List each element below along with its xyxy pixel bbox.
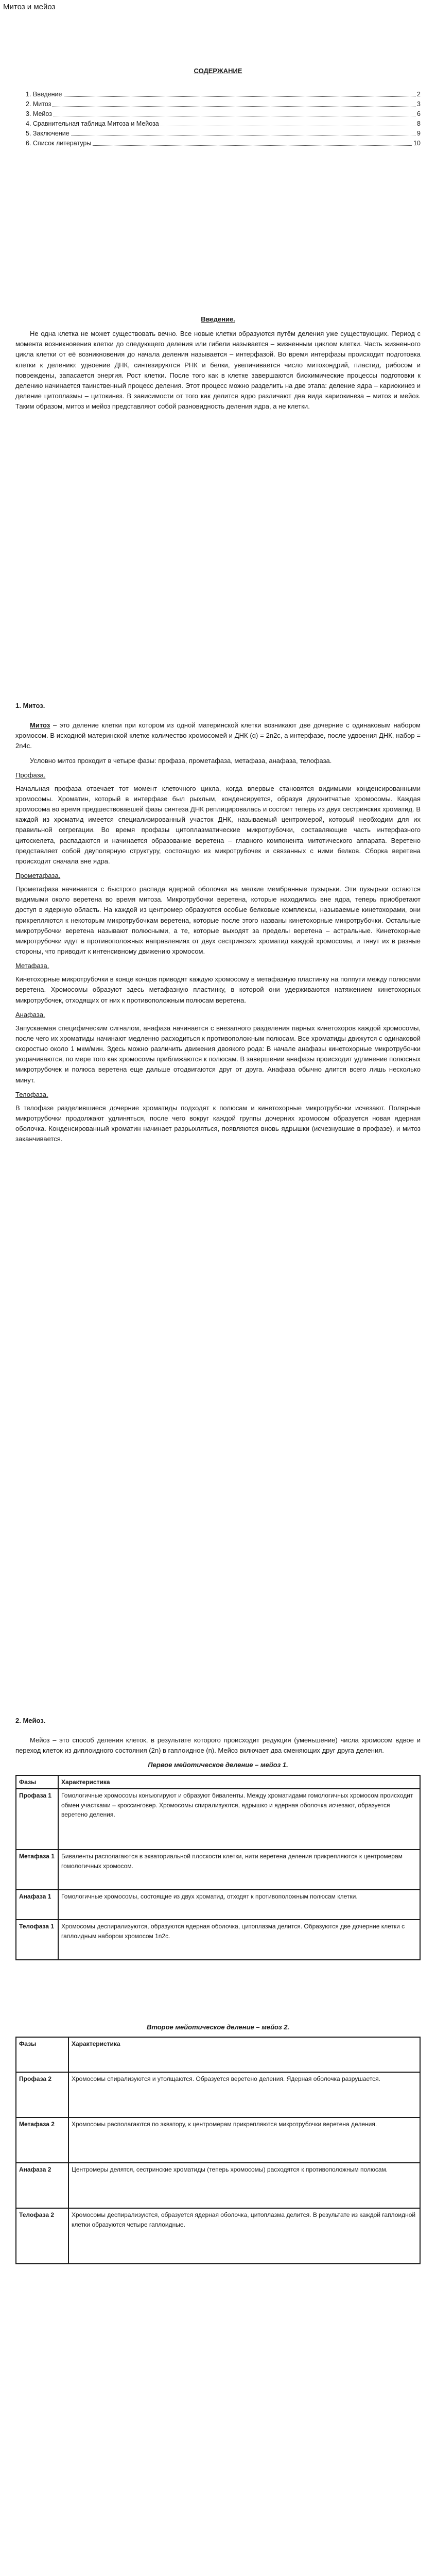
description-cell: Хромосомы деспирализуются, образуются ядерная оболочка, цитоплазма делится. Образуются две дочерние клетки с гаплоидным набором хромосом 1n2c. [58,1920,420,1960]
toc-item-label: 6. Список литературы [26,140,92,147]
meiosis2-table [15,2037,421,2264]
phase-cell: Телофаза 1 [16,1920,58,1960]
description-cell: Гомологичные хромосомы, состоящие из двух хроматид, отходят к противоположным полюсам клетки. [58,1890,420,1920]
toc-item[interactable] [26,139,421,148]
table-of-contents [15,66,421,148]
table-header-row [16,1775,420,1789]
toc-item-page: 9 [417,130,421,138]
phase-cell: Метафаза 1 [16,1850,58,1890]
mitosis-phases-intro: Условно митоз проходит в четыре фазы: профаза, прометафаза, метафаза, анафаза, телофаза. [30,756,332,765]
meiosis1-table [15,1775,421,1961]
description-cell: Центромеры делятся, сестринские хроматиды (теперь хромосомы) расходятся к противоположным полюсам. [68,2163,420,2208]
mitosis-heading: 1. Митоз. [15,702,45,709]
anaphase-heading: Анафаза. [15,1010,45,1019]
table-row [16,1789,420,1850]
toc-item-page: 8 [417,120,421,128]
phase-cell: Профаза 2 [16,2072,68,2117]
phase-cell: Метафаза 2 [16,2117,68,2163]
description-cell: Хромосомы спирализуются и утолщаются. Образуется веретено деления. Ядерная оболочка разрушается. [68,2072,420,2117]
table-row [16,2208,420,2264]
intro-heading: Введение. [201,315,235,323]
document-title: Митоз и мейоз [3,3,56,11]
toc-item-label: 5. Заключение [26,130,69,138]
toc-item-label: 3. Мейоз [26,110,52,118]
mitosis-definition [15,720,421,751]
description-cell: Хромосомы деспирализуются, образуется ядерная оболочка, цитоплазма делится. В результате из каждой гаплоидной клетки образуются четыре гаплоидные. [68,2208,420,2264]
meiosis2-table-caption: Второе мейотическое деление – мейоз 2. [146,2023,290,2031]
toc-item-label: 2. Митоз [26,100,51,108]
intro-paragraph: Не одна клетка не может существовать вечно. Все новые клетки образуются путём деления уже существующих. Период с момента возникновения клетки до следующего деления или гибели называется – жизненным циклом клетки. Часть жизненного цикла клетки от её возникновения до начала деления называется – интерфазой. Во время интерфазы происходит подготовка клетки к делению: удвоение ДНК, синтезируются РНК и белки, увеличивается число митохондрий, пластид, рибосом и повреждены, запасается энергия. Рост клетки. После того как в клетке завершаются биохимические процессы подготовки к делению начинается таинственный процесс деления. Этот процесс можно разделить на две этапа: деление ядра – кариокинез и деление цитоплазмы – цитокинез. В зависимости от того как делится ядро различают два вида кариокинеза – митоз и мейоз. Таким образом, митоз и мейоз представляют собой разновидность деления ядра, а не клетки. [15,330,421,411]
prophase-heading: Профаза. [15,771,46,779]
toc-item-label: 1. Введение [26,91,62,98]
table-row [16,2072,420,2117]
table-row [16,1850,420,1890]
anaphase-text: Запускаемая специфическим сигналом, анафаза начинается с внезапного разделения парных кинетохоров каждой хромосомы, после чего их хроматиды начинают медленно расходиться к противоположным полюсам. Все хроматиды движутся с одинаковой скоростью около 1 мкм/мин. Здесь можно различить движения двоякого рода: В начале анафазы кинетохорные микротрубочки укорачиваются, по мере того как хромосомы приближаются к полюсам. В завершении анафазы происходит удлинение полюсных микротрубочек и полюса веретена еще дальше отодвигаются друг от друга. Анафаза обычно длится всего лишь несколько минут. [15,1024,421,1084]
meiosis1-table-caption: Первое мейотическое деление – мейоз 1. [148,1761,288,1769]
table-header-row [16,2037,420,2072]
toc-item[interactable] [26,129,421,139]
metaphase-heading: Метафаза. [15,962,49,970]
telophase-text: В телофазе разделившиеся дочерние хроматиды подходят к полюсам и кинетохорные микротрубочки исчезают. Полярные микротрубочки продолжают удлиняться, после чего вокруг каждой группы дочерних хромосом образуется новая ядерная оболочка. Конденсированный хроматин начинает разрыхляться, появляются вновь ядрышки (исчезнувшие в профазе), и митоз заканчивается. [15,1104,421,1143]
telophase-heading: Телофаза. [15,1090,48,1098]
mitosis-section [15,701,421,1148]
metaphase-text: Кинетохорные микротрубочки в конце концов приводят каждую хромосому в метафазную пластинку на полпути между полюсами веретена. Хромосомы образуют здесь метафазную пластинку, в которой они удерживаются натяжением кинетохорных микротрубочек, отходящих от них к противоположным полюсам веретена. [15,975,421,1004]
toc-item[interactable] [26,109,421,119]
prometaphase-heading: Прометафаза. [15,871,61,879]
intro-section [15,314,421,416]
table-header-cell: Фазы [16,1775,58,1789]
table-header-cell: Характеристика [58,1775,420,1789]
toc-item[interactable] [26,99,421,109]
prophase-text: Начальная профаза отвечает тот момент клеточного цикла, когда впервые становятся видимыми конденсированными хромосомы. Хроматин, который в интерфазе был рыхлым, конденсируется, образуя двухнитчатые хромосомы. Каждая хромосома во время предшествовавшей фазы синтеза ДНК реплицировалась и состоит теперь из двух сестринских хроматид. В каждой из хроматид имеется специализированный участок ДНК, называемый центромерой, который необходим для их правильной сегрегации. Во время профазы цитоплазматические микротрубочки, составляющие часть интерфазного цитоскелета, распадаются и начинается образование веретена – главного компонента митотического аппарата. Веретено представляет собой двуполярную структуру, состоящую из микротрубочек и связанных с ними белков. Сборка веретена происходит сначала вне ядра. [15,784,421,865]
phase-cell: Профаза 1 [16,1789,58,1850]
prometaphase-text: Прометафаза начинается с быстрого распада ядерной оболочки на мелкие мембранные пузырьки. Эти пузырьки остаются видимыми около веретена во время митоза. Микротрубочки веретена, которые находились вне ядра, теперь приобретают доступ в ядерную область. На каждой из центромер образуются особые белковые комплексы, называемые кинетохорами, они прикрепляются к некоторым микротрубочкам веретена, которые после этого названы кинетохорные микротрубочки. Остальные микротрубочки веретена называют полюсными, а те, которые выходят за пределы веретена – астральные. Кинетохорные микротрубочки идут в противоположных направлениях от двух сестринских хроматид каждой хромосомы, и тянут их в разные стороны, что приводит к интенсивному движению хромосом. [15,885,421,955]
meiosis-section [15,1716,421,2264]
toc-item-page: 10 [413,140,421,147]
toc-list [15,90,421,148]
toc-item-page: 3 [417,100,421,108]
table-row [16,1890,420,1920]
table-header-cell: Фазы [16,2037,68,2072]
phase-cell: Телофаза 2 [16,2208,68,2264]
mitosis-term: Митоз [30,721,50,730]
toc-item[interactable] [26,90,421,99]
toc-item[interactable] [26,119,421,129]
meiosis-heading: 2. Мейоз. [15,1717,46,1724]
phase-cell: Анафаза 1 [16,1890,58,1920]
toc-item-page: 2 [417,91,421,98]
description-cell: Хромосомы располагаются по экватору, к центромерам прикрепляются микротрубочки веретена деления. [68,2117,420,2163]
meiosis-definition: Мейоз – это способ деления клеток, в результате которого происходит редукция (уменьшение) числа хромосом вдвое и переход клеток из диплоидного состояния (2n) в гаплоидное (n). Мейоз включает два сменяющих друг друга деления. [15,1736,421,1755]
table-row [16,2117,420,2163]
toc-item-page: 6 [417,110,421,118]
toc-heading: СОДЕРЖАНИЕ [194,67,242,75]
description-cell: Биваленты располагаются в экваториальной плоскости клетки, нити веретена деления прикрепляются к центромерам гомологичных хромосом. [58,1850,420,1890]
table-row [16,1920,420,1960]
table-row [16,2163,420,2208]
phase-cell: Анафаза 2 [16,2163,68,2208]
table-header-cell: Характеристика [68,2037,420,2072]
description-cell: Гомологичные хромосомы конъюгируют и образуют биваленты. Между хроматидами гомологичных хромосом происходит обмен участками – кроссинговер. Хромосомы спирализуются, ядрышко и ядерная оболочка исчезают, образуется веретено деления. [58,1789,420,1850]
mitosis-definition-text: – это деление клетки при котором из одной материнской клетки возникают две дочерние с одинаковым набором хромосом. В исходной материнской клетке количество хромосомей и ДНК (ɑ) = 2n2c, а интерфазе, после удвоения ДНК, набор = 2n4c. [15,721,421,750]
toc-item-label: 4. Сравнительная таблица Митоза и Мейоза [26,120,159,128]
